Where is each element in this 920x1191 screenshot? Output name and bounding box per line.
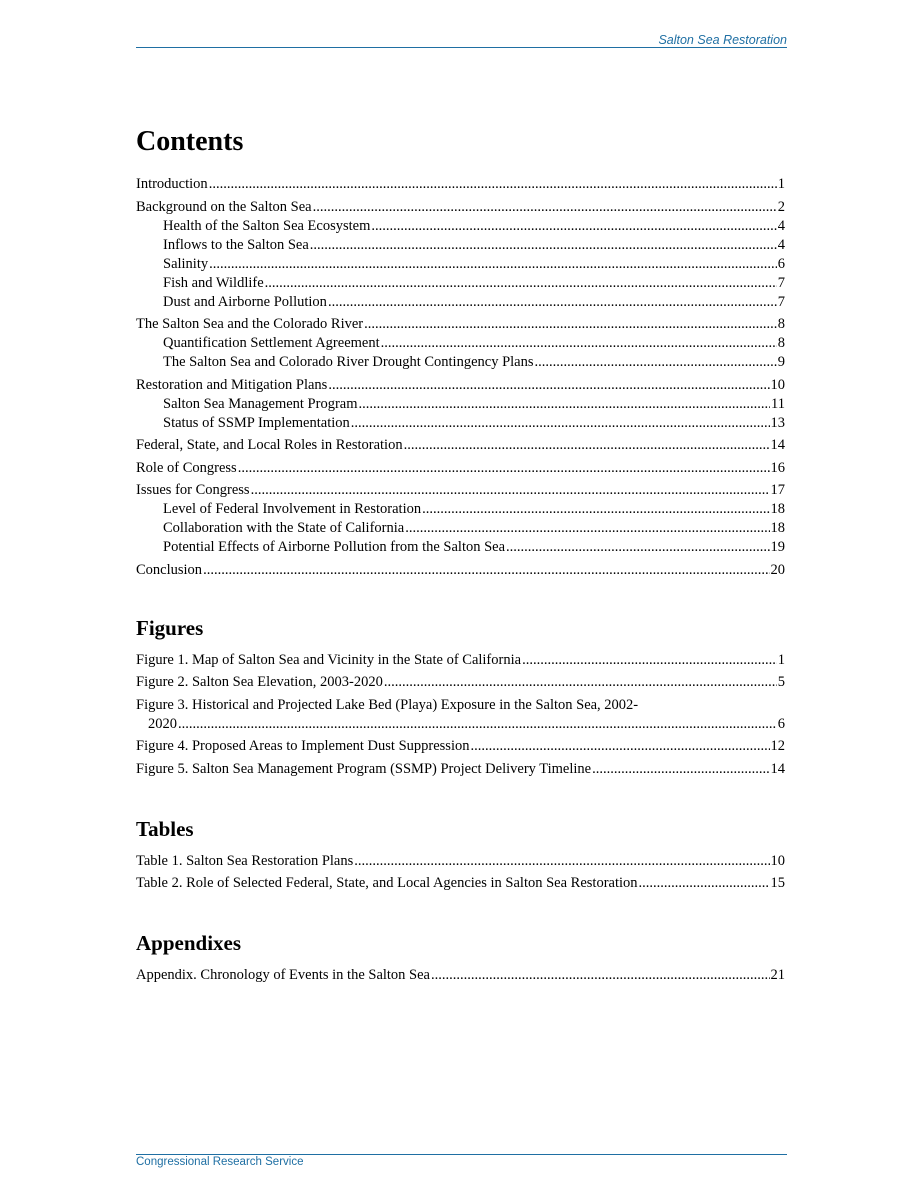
toc-entry-title: Level of Federal Involvement in Restoration [163,501,422,517]
toc-entry[interactable] [136,315,785,334]
tables-list [136,852,785,894]
figure-entry[interactable] [136,760,785,779]
toc-subentry[interactable] [136,500,785,519]
table-entry[interactable] [136,874,785,893]
figures-heading: Figures [136,615,204,640]
footer-rule [136,1154,787,1155]
toc-subentry[interactable] [136,395,785,414]
figure-entry-title: Figure 5. Salton Sea Management Program (SSMP) Project Delivery Timeline [136,760,592,777]
toc-entry-title: Quantification Settlement Agreement [163,335,380,351]
toc-entry-page: 6 [777,255,785,272]
toc-entry-title: Salton Sea Management Program [163,395,358,412]
figure-entry-title: Figure 4. Proposed Areas to Implement Dust Suppression [136,738,470,754]
figure-entry-title: Figure 1. Map of Salton Sea and Vicinity in the State of California [136,651,522,668]
toc-entry-title: Background on the Salton Sea [136,198,312,215]
toc-entry-title: Status of SSMP Implementation [163,414,350,431]
toc-entry-page: 7 [777,274,785,291]
figure-entry-page: 6 [777,715,785,732]
running-header: Salton Sea Restoration [658,33,787,47]
table-entry-page: 15 [770,875,785,891]
dot-leader [535,353,777,372]
tables-heading: Tables [136,816,194,841]
dot-leader [359,395,771,414]
toc-entry-title: Salinity [163,255,209,272]
toc-entry-page: 2 [777,198,785,215]
toc-entry-page: 8 [777,335,785,351]
toc-subentry[interactable] [136,217,785,236]
table-entry-title: Table 1. Salton Sea Restoration Plans [136,852,354,869]
dot-leader [384,673,777,692]
contents-heading: Contents [136,126,244,157]
dot-leader [313,198,777,217]
appendixes-list [136,966,785,985]
toc-entry[interactable] [136,459,785,478]
figure-entry-continuation [136,715,785,734]
dot-leader [351,414,770,433]
dot-leader [265,274,777,293]
toc-entry-title: Fish and Wildlife [163,274,264,291]
appendixes-heading: Appendixes [136,931,242,955]
table-of-contents [136,124,785,985]
figure-entry[interactable] [136,737,785,756]
toc-entry-page: 18 [770,520,785,536]
table-entry-title: Table 2. Role of Selected Federal, State, and Local Agencies in Salton Sea Restoration [136,875,638,891]
toc-entry-title: Dust and Airborne Pollution [163,293,327,310]
dot-leader [209,255,777,274]
toc-entry-page: 17 [770,482,785,498]
dot-leader [422,500,769,519]
figure-entry-page: 14 [770,760,785,777]
toc-entry-title: Federal, State, and Local Roles in Restoration [136,437,403,453]
toc-entry-title: Inflows to the Salton Sea [163,236,309,253]
toc-entry-page: 9 [777,354,785,370]
figures-list [136,651,785,779]
table-entry[interactable] [136,852,785,871]
toc-subentry[interactable] [136,538,785,557]
toc-entry-page: 11 [771,395,785,412]
toc-subentry[interactable] [136,334,785,353]
toc-entry[interactable] [136,436,785,455]
toc-entry-page: 16 [770,459,785,476]
toc-entry-page: 14 [770,437,785,453]
toc-entry-page: 1 [777,176,785,192]
figure-entry-title: Figure 3. Historical and Projected Lake Bed (Playa) Exposure in the Salton Sea, 2002- [136,696,639,713]
figure-entry-title: Figure 2. Salton Sea Elevation, 2003-2020 [136,674,383,690]
appendix-entry[interactable] [136,966,785,985]
dot-leader [405,519,769,538]
toc-entry-page: 7 [777,293,785,310]
dot-leader [381,334,777,353]
dot-leader [251,481,770,500]
figure-entry-page: 1 [777,651,785,668]
table-entry-page: 10 [770,852,785,869]
toc-subentry[interactable] [136,255,785,274]
toc-entry-page: 19 [770,539,785,555]
toc-entry-page: 4 [777,236,785,253]
toc-subentry[interactable] [136,519,785,538]
dot-leader [592,760,769,779]
toc-entry-title: Issues for Congress [136,482,250,498]
toc-entry[interactable] [136,376,785,395]
toc-entry-title: The Salton Sea and Colorado River Drought Contingency Plans [163,354,534,370]
toc-entry-page: 18 [770,501,785,517]
appendix-entry-page: 21 [770,967,785,983]
figure-entry[interactable] [136,696,785,734]
toc-entry[interactable] [136,481,785,500]
toc-subentry[interactable] [136,414,785,433]
toc-entry-title: Potential Effects of Airborne Pollution from the Salton Sea [163,539,506,555]
dot-leader [364,315,777,334]
toc-entry-page: 4 [777,217,785,234]
toc-entry-title: The Salton Sea and the Colorado River [136,316,364,332]
toc-subentry[interactable] [136,236,785,255]
toc-entry-page: 10 [770,376,785,393]
dot-leader [354,852,769,871]
dot-leader [371,217,776,236]
toc-entry[interactable] [136,561,785,580]
dot-leader [470,737,769,756]
figure-entry-page: 5 [777,674,785,690]
toc-entry-title: Restoration and Mitigation Plans [136,376,328,393]
figure-entry[interactable] [136,673,785,692]
toc-entry-page: 20 [770,561,785,578]
toc-entry-page: 13 [770,414,785,431]
contents-list [136,175,785,580]
dot-leader [506,538,769,557]
toc-entry[interactable] [136,198,785,217]
running-footer: Congressional Research Service [136,1156,304,1168]
dot-leader [203,561,769,580]
dot-leader [328,293,777,312]
dot-leader [522,651,777,670]
toc-entry-title: Role of Congress [136,459,237,476]
toc-entry-title: Introduction [136,176,208,192]
dot-leader [639,874,770,893]
toc-entry-page: 8 [777,316,785,332]
toc-entry[interactable] [136,175,785,194]
toc-subentry[interactable] [136,274,785,293]
dot-leader [310,236,777,255]
figure-entry[interactable] [136,651,785,670]
dot-leader [238,459,770,478]
dot-leader [178,715,777,734]
toc-subentry[interactable] [136,353,785,372]
figure-entry-title-cont: 2020 [148,715,177,732]
figure-entry-page: 12 [770,738,785,754]
appendix-entry-title: Appendix. Chronology of Events in the Salton Sea [136,967,430,983]
dot-leader [328,376,769,395]
toc-entry-title: Conclusion [136,561,203,578]
dot-leader [209,175,777,194]
toc-subentry[interactable] [136,293,785,312]
header-rule [136,47,787,48]
toc-entry-title: Health of the Salton Sea Ecosystem [163,217,371,234]
dot-leader [431,966,770,985]
toc-entry-title: Collaboration with the State of California [163,520,405,536]
dot-leader [404,436,770,455]
